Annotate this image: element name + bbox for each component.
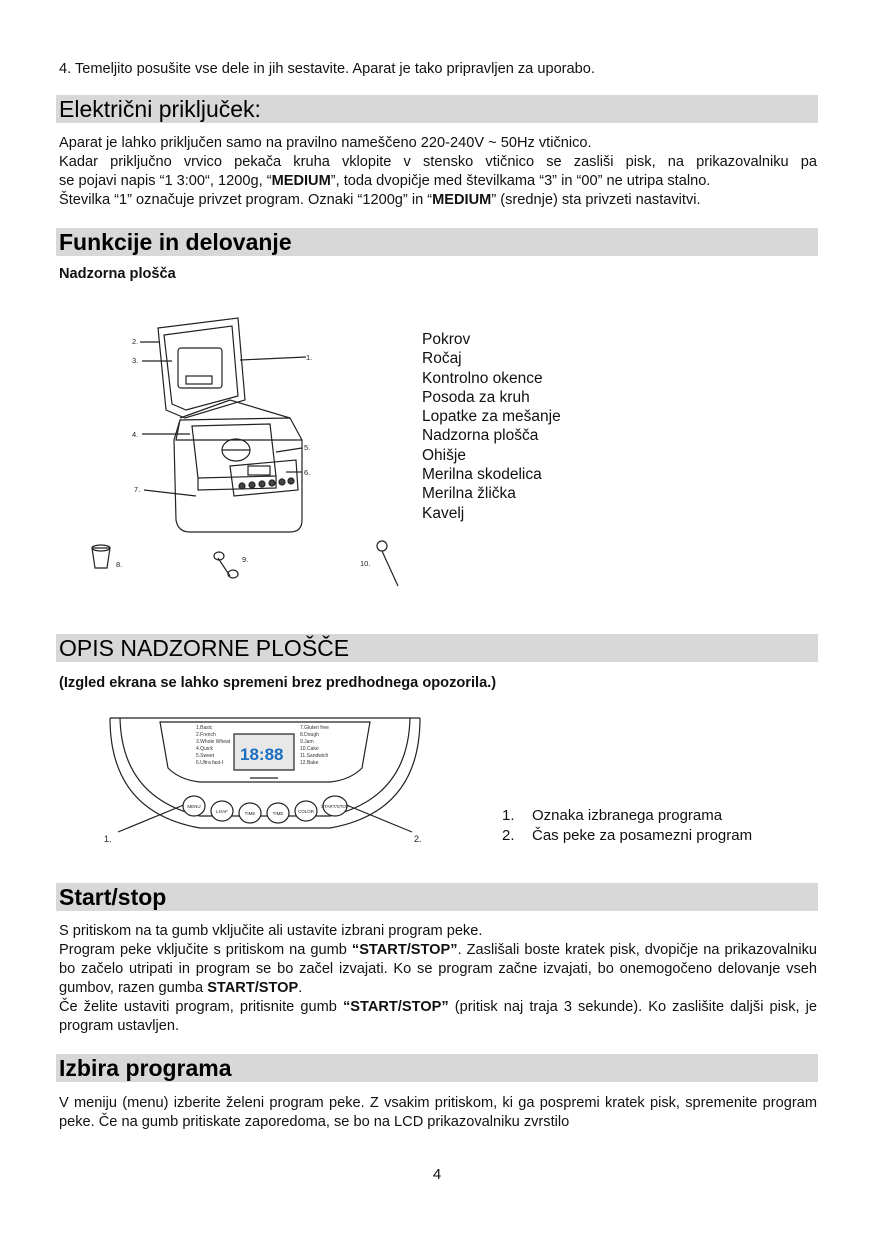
lcd-program: 11.Sandwich [300,753,329,759]
bread-pan-shape [192,424,276,478]
section-heading-startstop: Start/stop [56,883,818,911]
electric-paragraph [59,134,817,210]
button-label: TIME [244,811,256,816]
list-item: Kavelj [422,504,465,522]
lcd-program: 10.Cake [300,746,319,752]
lcd-program: 3.Whole Wheat [196,739,231,745]
measuring-spoon-shape [214,552,238,578]
lcd-digits: 18:88 [240,745,284,764]
program-paragraph: V meniju (menu) izberite želeni program peke. Z vsakim pritiskom, ki ga pospremi kratek pisk, spremenite program peke. Če na gumb pritiskate zaporedoma, se bo na LCD prikazovalniku zvrstilo [59,1095,817,1130]
button-label: TIME [272,811,284,816]
lcd-program: 9.Jam [300,739,314,745]
panel-legend [502,806,752,846]
section-heading-panel: OPIS NADZORNE PLOŠČE [56,634,818,662]
panel-note: (Izgled ekrana se lahko spremeni brez predhodnega opozorila.) [59,675,497,691]
button-label: MENU [187,804,201,809]
callout-label-2: 2. [414,834,422,844]
startstop-p3: Če želite ustaviti program, pritisnite gumb “START/STOP” (pritisk naj traja 3 sekunde). Ko zaslišite daljši pisk, je program ustavljen. [59,999,817,1034]
electric-line-2: Kadar priključno vrvico pekača kruha vklopite v stensko vtičnico se zasliši pisk, na prikazovalniku pa [59,154,817,170]
electric-line-1: Aparat je lahko priključen samo na pravilno nameščeno 220-240V ~ 50Hz vtičnico. [59,135,592,151]
list-item: Ročaj [422,350,462,368]
diagram-label-9: 9. [242,555,249,564]
bread-maker-diagram [80,300,410,590]
list-item: Merilna skodelica [422,466,542,484]
startstop-p2: Program peke vključite s pritiskom na gumb “START/STOP”. Zaslišali boste kratek pisk, dvopičje na prikazovalniku bo začelo utripati in program se bo začel izvajati. Ko se program začne izvajati, bo onemogočeno delovanje vseh gumbov, razen gumba START/STOP. [59,942,817,996]
section-heading-program: Izbira programa [56,1054,818,1082]
diagram-label-4: 4. [132,430,139,439]
lcd-program: 1.Basic [196,725,213,731]
control-panel-shape [230,460,298,496]
control-panel-diagram [100,712,440,852]
startstop-paragraph [59,922,817,1036]
page-number: 4 [432,1166,442,1183]
diagram-label-5: 5. [304,443,311,452]
lid-shape [158,318,245,418]
lcd-program: 7.Gluten free [300,725,329,731]
electric-line-4: Številka “1” označuje privzet program. Oznaki “1200g” in “MEDIUM” (srednje) sta privzeti nastavitvi. [59,192,701,208]
lcd-program: 4.Quick [196,746,213,752]
lcd-program: 2.French [196,732,216,738]
startstop-p1: S pritiskom na ta gumb vključite ali ustavite izbrani program peke. [59,923,483,939]
lcd-program: 8.Dough [300,732,319,738]
diagram-label-7: 7. [134,485,141,494]
section-heading-electric: Električni priključek: [56,95,818,123]
list-item: 1. Oznaka izbranega programa [502,807,723,824]
lcd-program: 5.Sweet [196,753,215,759]
electric-line-3: se pojavi napis “1 3:00“, 1200g, “MEDIUM”, toda dvopičje med številkama “3” in “00” ne utripa stalno. [59,173,711,189]
list-item: Nadzorna plošča [422,427,539,445]
diagram-label-6: 6. [304,468,311,477]
button-label: LOAF [216,809,228,814]
viewing-window-shape [178,348,222,388]
list-item: Merilna žlička [422,485,516,503]
callout-label-1: 1. [104,834,112,844]
button-label: COLOR [297,809,315,814]
hook-shape [377,541,387,551]
list-item: Kontrolno okence [422,369,543,387]
list-item: Ohišje [422,446,466,464]
list-item: Lopatke za mešanje [422,408,561,426]
diagram-label-2: 2. [132,337,139,346]
list-item: Posoda za kruh [422,388,530,406]
lcd-program: 12.Bake [300,760,319,766]
lcd-program: 6.Ultra fast-I [196,760,224,766]
diagram-label-10: 10. [360,559,371,568]
button-label: START/STOP [321,804,349,809]
diagram-label-3: 3. [132,356,139,365]
parts-list [422,330,561,523]
list-item: Pokrov [422,331,471,348]
control-panel-subtitle: Nadzorna plošča [59,266,176,282]
diagram-label-8: 8. [116,560,123,569]
intro-step: 4. Temeljito posušite vse dele in jih sestavite. Aparat je tako pripravljen za uporabo. [59,61,595,77]
list-item: 2. Čas peke za posamezni program [502,827,753,844]
diagram-label-1: 1. [306,353,313,362]
section-heading-functions: Funkcije in delovanje [56,228,818,256]
